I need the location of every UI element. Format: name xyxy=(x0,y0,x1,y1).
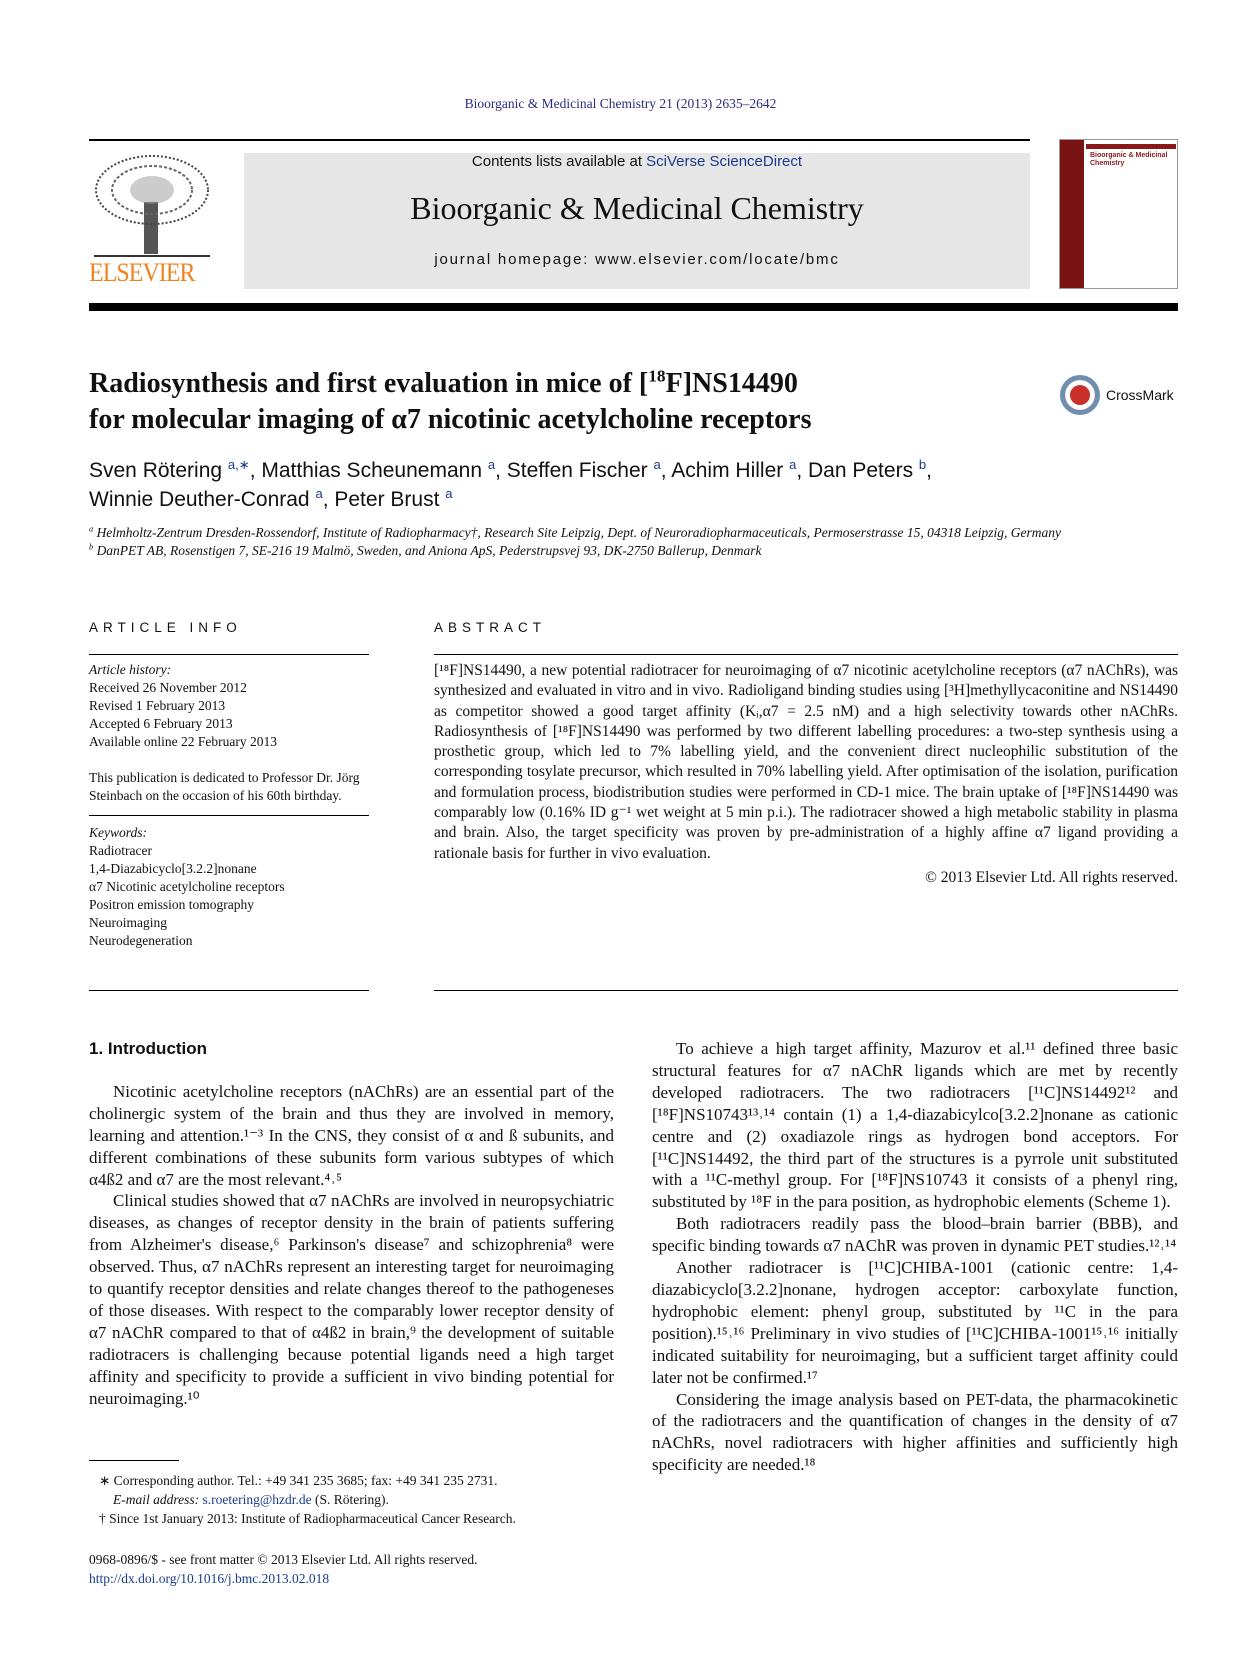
author-list: Sven Rötering $^{a,∗}$, Matthias Scheunemann $^a$, Steffen Fischer $^a$, Achim Hiller $^a$, Dan Peters $^b$, Winnie Deuther-Conrad $^a$, Peter Brust $^a$ xyxy=(89,457,933,511)
affiliations xyxy=(89,524,1089,560)
sciencedirect-link[interactable]: SciVerse ScienceDirect xyxy=(646,153,803,170)
crossmark-label: CrossMark xyxy=(1106,387,1174,403)
journal-banner xyxy=(244,153,1030,289)
author[interactable]: Steffen Fischer $^a$ xyxy=(506,457,661,482)
abstract xyxy=(434,654,1178,888)
journal-cover-image[interactable] xyxy=(1059,139,1178,289)
title-part: for molecular imaging of α7 nicotinic acetylcholine receptors xyxy=(89,404,812,435)
issn: 0968-0896/$ - see front matter © 2013 Elsevier Ltd. All rights reserved. xyxy=(89,1552,478,1567)
email-label: E-mail address: xyxy=(113,1492,203,1507)
keyword: α7 Nicotinic acetylcholine receptors xyxy=(89,879,285,894)
email-link[interactable]: s.roetering@hzdr.de xyxy=(202,1492,312,1507)
divider xyxy=(89,139,1030,141)
author[interactable]: Sven Rötering $^{a,∗}$ xyxy=(89,457,250,482)
paragraph: Another radiotracer is [¹¹C]CHIBA-1001 (cationic centre: 1,4-diazabicyclo[3.2.2]nonane, hydrogen acceptor: carboxylate function, hydrophobic element: phenyl group, substituted by ¹¹C in the para position).¹⁵˒¹⁶ Preliminary in vivo studies of [¹¹C]CHIBA-1001¹⁵˒¹⁶ initially indicated suitability for neuroimaging, but a sufficient target affinity could later not be confirmed.¹⁷ xyxy=(652,1258,1178,1387)
keyword: Radiotracer xyxy=(89,843,152,858)
affiliation: $^b$ DanPET AB, Rosenstigen 7, SE-216 19 Malmö, Sweden, and Aniona ApS, Pederstrupsvej 93, DK-2750 Ballerup, Denmark xyxy=(89,542,762,558)
history-item: Received 26 November 2012 xyxy=(89,680,247,695)
author[interactable]: Winnie Deuther-Conrad $^a$ xyxy=(89,486,323,511)
cover-title: Bioorganic & Medicinal Chemistry xyxy=(1090,152,1168,167)
keywords-label: Keywords: xyxy=(89,825,147,840)
footnotes xyxy=(89,1460,614,1528)
corresponding-author-note: ∗ Corresponding author. Tel.: +49 341 235 3685; fax: +49 341 235 2731. xyxy=(99,1473,498,1488)
keyword: Neuroimaging xyxy=(89,915,167,930)
crossmark-icon xyxy=(1060,375,1100,415)
paragraph: Considering the image analysis based on PET-data, the pharmacokinetic of the radiotracers and the quantification of changes in the density of α7 nAChRs, novel radiotracers with higher affinities and sufficiently high specificity are needed.¹⁸ xyxy=(652,1389,1178,1475)
issn-block xyxy=(89,1550,478,1588)
article-info xyxy=(89,654,369,950)
divider xyxy=(434,990,1178,991)
paragraph: To achieve a high target affinity, Mazurov et al.¹¹ defined three basic structural features for α7 nAChR ligands which are met by recently developed radiotracers. The two radiotracers [¹¹C]NS14492¹² and [¹⁸F]NS10743¹³˒¹⁴ contain (1) a 1,4-diazabicylco[3.2.2]nonane as cationic centre and (2) oxadiazole rings as hydrogen bond acceptors. For [¹¹C]NS14492, the third part of the structures is a pyrrole unit substituted with a ¹¹C-methyl group. For [¹⁸F]NS10743 it consists of a phenyl ring, substituted by ¹⁸F in the para position, as hydrophobic elements (Scheme 1). xyxy=(652,1039,1178,1212)
paragraph: Both radiotracers readily pass the blood–brain barrier (BBB), and specific binding towards α7 nAChR was proven in dynamic PET studies.¹²˒¹⁴ xyxy=(652,1214,1178,1256)
email-suffix: (S. Rötering). xyxy=(311,1492,389,1507)
history-label: Article history: xyxy=(89,662,172,677)
affiliation: $^a$ Helmholtz-Zentrum Dresden-Rossendorf, Institute of Radiopharmacy†, Research Site Leipzig, Dept. of Neuroradiopharmaceuticals, Permoserstrasse 15, 04318 Leipzig, Germany xyxy=(89,524,1061,540)
paragraph: Nicotinic acetylcholine receptors (nAChRs) are an essential part of the cholinergic system of the brain and thus they are involved in memory, learning and attention.¹⁻³ In the CNS, they consist of α and ß subunits, and different combinations of these subunits form various subtypes of which α4ß2 and α7 are the most relevant.⁴˒⁵ xyxy=(89,1081,614,1189)
body-right-column xyxy=(652,1038,1178,1476)
contents-label: Contents lists available at xyxy=(471,153,647,170)
section-heading: 1. Introduction xyxy=(89,1039,208,1058)
abstract-text: [¹⁸F]NS14490, a new potential radiotracer for neuroimaging of α7 nicotinic acetylcholine receptors (α7 nAChRs), was synthesized and evaluated in vitro and in vivo. Radioligand binding studies using [³H]methyllycaconitine and NS14490 as competitor showed a good target affinity (Kᵢ,α7 = 2.5 nM) and a high selectivity towards other nAChRs. Radiosynthesis of [¹⁸F]NS14490 was performed by two different labelling procedures: a two-step synthesis using a prosthetic group, which led to 7% labelling yield, and the convenient direct nucleophilic substitution of the corresponding tosylate precursor, which resulted in 70% labelling yield. After optimisation of the isolation, purification and formulation process, biodistribution studies were performed in CD-1 mice. The brain uptake of [¹⁸F]NS14490 was comparably low (0.16% ID g⁻¹ wet weight at 5 min p.i.). The radiotracer showed a high metabolic stability in plasma and brain. Also, the target specificity was proven by pre-administration of a highly affine α7 ligand providing a rationale basis for further in vivo evaluation. xyxy=(434,662,1178,862)
journal-name: Bioorganic & Medicinal Chemistry xyxy=(410,190,864,226)
keyword: 1,4-Diazabicyclo[3.2.2]nonane xyxy=(89,861,257,876)
keyword: Neurodegeneration xyxy=(89,933,193,948)
keyword: Positron emission tomography xyxy=(89,897,254,912)
abstract-heading: ABSTRACT xyxy=(434,620,547,635)
dedication: This publication is dedicated to Professor Dr. Jörg Steinbach on the occasion of his 60th birthday. xyxy=(89,770,360,803)
author[interactable]: Dan Peters $^b$ xyxy=(808,457,927,482)
divider xyxy=(89,990,369,991)
author[interactable]: Peter Brust $^a$ xyxy=(334,486,453,511)
elsevier-tree-icon xyxy=(89,152,215,260)
elsevier-logo xyxy=(89,152,215,290)
copyright: © 2013 Elsevier Ltd. All rights reserved. xyxy=(925,868,1178,886)
header-divider xyxy=(89,303,1178,311)
title-part: F]NS14490 xyxy=(665,368,798,399)
cover-bar xyxy=(1086,144,1176,149)
paragraph: Clinical studies showed that α7 nAChRs are involved in neuropsychiatric diseases, as changes of receptor density in the brain of patients suffering from Alzheimer's disease,⁶ Parkinson's disease⁷ and schizophrenia⁸ were observed. Thus, α7 nAChRs represent an interesting target for neuroimaging to quantify receptor densities and relate changes thereof to the pathogeneses of those diseases. With respect to the comparably lower receptor density of α7 nAChR compared to that of α4ß2 in brain,⁹ the development of suitable radiotracers is challenging because potential ligands need a high target affinity and specificity to provide a sufficient in vivo binding potential for neuroimaging.¹⁰ xyxy=(89,1191,614,1408)
author[interactable]: Matthias Scheunemann $^a$ xyxy=(261,457,496,482)
crossmark-button[interactable] xyxy=(1060,375,1174,415)
dagger-note: † Since 1st January 2013: Institute of Radiopharmaceutical Cancer Research. xyxy=(99,1511,516,1526)
body-left-column xyxy=(89,1038,614,1410)
history-item: Accepted 6 February 2013 xyxy=(89,716,233,731)
history-item: Revised 1 February 2013 xyxy=(89,698,226,713)
article-info-heading: ARTICLE INFO xyxy=(89,620,242,635)
elsevier-wordmark: ELSEVIER xyxy=(89,258,195,287)
divider xyxy=(434,654,1178,655)
title-superscript: 18 xyxy=(648,366,666,386)
divider xyxy=(89,654,369,655)
divider xyxy=(89,1460,179,1461)
history-item: Available online 22 February 2013 xyxy=(89,734,277,749)
article-title xyxy=(89,366,1009,438)
author[interactable]: Achim Hiller $^a$ xyxy=(671,457,797,482)
divider xyxy=(89,815,369,816)
doi-link[interactable]: http://dx.doi.org/10.1016/j.bmc.2013.02.018 xyxy=(89,1571,330,1586)
journal-homepage-link[interactable]: journal homepage: www.elsevier.com/locate/bmc xyxy=(434,251,840,268)
journal-citation[interactable]: Bioorganic & Medicinal Chemistry 21 (2013) 2635–2642 xyxy=(464,96,777,111)
title-part: Radiosynthesis and first evaluation in mice of [ xyxy=(89,368,649,399)
